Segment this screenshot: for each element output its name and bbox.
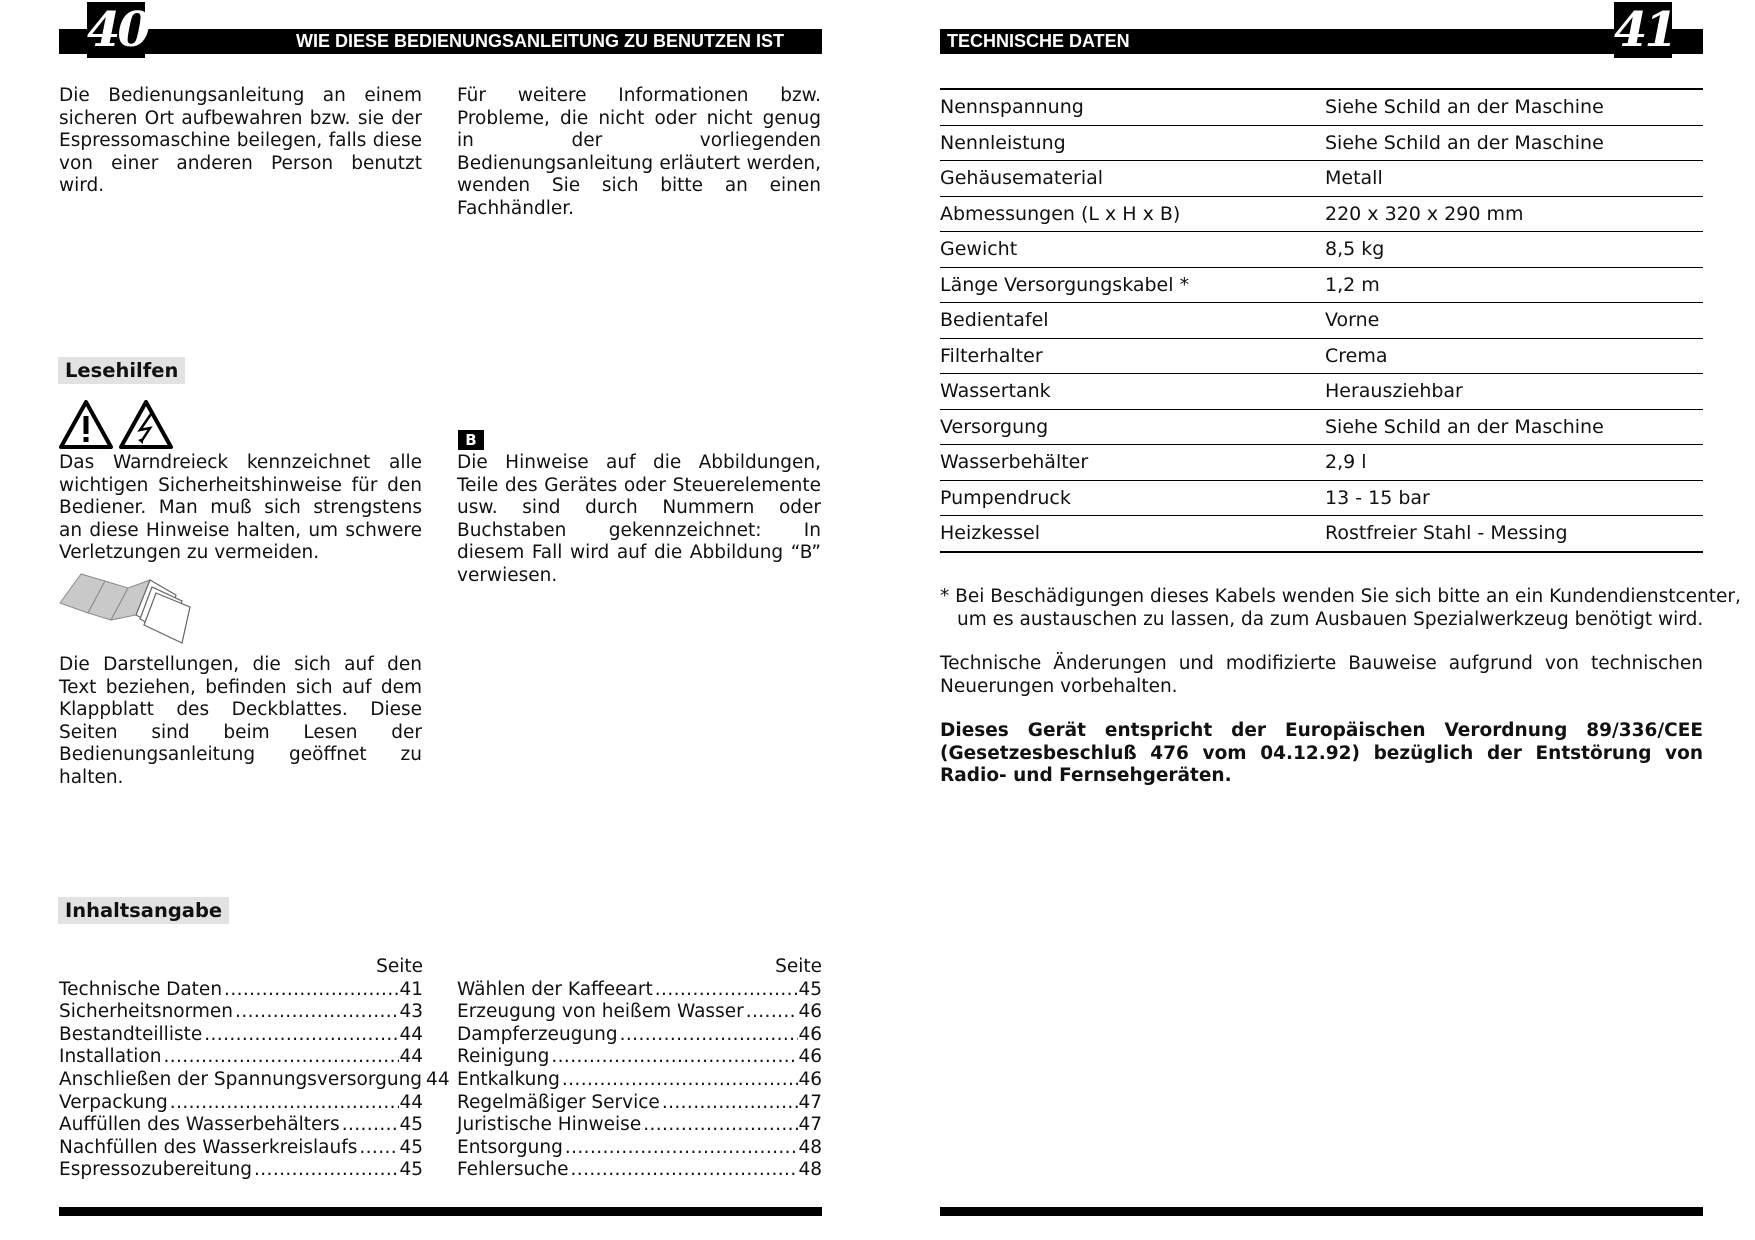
- toc-leader-dots: [641, 1114, 798, 1137]
- footnote-line-2: um es austauschen zu lassen, da zum Ausbauen Spezialwerkzeug benötigt wird.: [957, 608, 1704, 630]
- toc-column-1: [59, 956, 450, 1182]
- toc-entry-page: 45: [798, 978, 822, 1000]
- toc-entry-page: 47: [798, 1091, 822, 1113]
- technical-data-table: [940, 88, 1703, 553]
- figure-badge-b: B: [458, 430, 484, 450]
- toc-entry-label: Fehlersuche: [457, 1159, 569, 1181]
- toc-entry-page: 45: [399, 1114, 423, 1136]
- spec-value: Herausziehbar: [1325, 374, 1703, 410]
- toc-entry-page: 48: [798, 1136, 822, 1158]
- spec-label: Filterhalter: [940, 338, 1325, 374]
- toc-entry-page: 45: [399, 1136, 423, 1158]
- spec-value: Siehe Schild an der Maschine: [1325, 409, 1703, 445]
- toc-entry: [59, 1137, 423, 1160]
- toc-entry: [457, 1114, 822, 1137]
- toc-entry-page: 45: [399, 1159, 423, 1181]
- spec-value: Siehe Schild an der Maschine: [1325, 89, 1703, 125]
- toc-leader-dots: [222, 979, 399, 1002]
- toc-entry: [457, 1024, 822, 1047]
- toc-leader-dots: [168, 1092, 400, 1115]
- warning-icons: [58, 399, 176, 451]
- spec-row: [940, 445, 1703, 481]
- toc-entry-label: Wählen der Kaffeeart: [457, 978, 653, 1000]
- changes-note: Technische Änderungen und modifizierte Bauweise aufgrund von technischen Neuerungen vorbehalten.: [940, 653, 1703, 697]
- spec-row: [940, 125, 1703, 161]
- toc-entry-page: 47: [798, 1114, 822, 1136]
- compliance-note: Dieses Gerät entspricht der Europäischen Verordnung 89/336/CEE (Gesetzesbeschluß 476 vom 04.12.92) bezüglich der Entstörung von Radio- und Fernsehgeräten.: [940, 720, 1703, 786]
- toc-entry-page: 43: [399, 1001, 423, 1023]
- toc-entry-label: Sicherheitsnormen: [59, 1001, 234, 1023]
- toc-entry-label: Auffüllen des Wasserbehälters: [59, 1114, 340, 1136]
- toc-entry: [59, 979, 423, 1002]
- spec-value: Rostfreier Stahl - Messing: [1325, 516, 1703, 552]
- toc-page-header: Seite: [775, 956, 822, 977]
- left-header-title: WIE DIESE BEDIENUNGSANLEITUNG ZU BENUTZEN IST: [296, 31, 785, 51]
- toc-entry: [59, 1046, 423, 1069]
- toc-entry: [457, 979, 822, 1002]
- spec-value: Vorne: [1325, 303, 1703, 339]
- spec-value: 8,5 kg: [1325, 232, 1703, 268]
- spec-value: 13 - 15 bar: [1325, 480, 1703, 516]
- spec-label: Gehäusematerial: [940, 161, 1325, 197]
- toc-entry-label: Reinigung: [457, 1046, 550, 1068]
- toc-entry: [59, 1114, 423, 1137]
- spec-value: 2,9 l: [1325, 445, 1703, 481]
- toc-entry-page: 44: [399, 1023, 423, 1045]
- toc-entry-label: Juristische Hinweise: [457, 1114, 642, 1136]
- right-header-title: TECHNISCHE DATEN: [947, 31, 1130, 51]
- toc-entry: [457, 1069, 822, 1092]
- toc-entry-label: Dampferzeugung: [457, 1023, 618, 1045]
- toc-leader-dots: [560, 1069, 799, 1092]
- spec-row: [940, 374, 1703, 410]
- toc-entry-page: 44: [399, 1046, 423, 1068]
- foldout-paragraph: Die Darstellungen, die sich auf den Text beziehen, befinden sich auf dem Klappblatt des Deckblattes. Diese Seiten sind beim Lesen der Bedienungsanleitung geöffnet zu halten.: [59, 654, 422, 788]
- right-page-number: 41: [1614, 2, 1675, 58]
- spec-label: Heizkessel: [940, 516, 1325, 552]
- toc-leader-dots: [357, 1137, 399, 1160]
- toc-leader-dots: [660, 1092, 799, 1115]
- toc-entry-label: Bestandteilliste: [59, 1023, 203, 1045]
- toc-leader-dots: [549, 1046, 798, 1069]
- toc-entry-label: Espressozubereitung: [59, 1159, 252, 1181]
- toc-leader-dots: [744, 1001, 799, 1024]
- spec-label: Wasserbehälter: [940, 445, 1325, 481]
- spec-row: [940, 338, 1703, 374]
- toc-entry: [457, 1001, 822, 1024]
- toc-entry-page: 44: [426, 1068, 450, 1090]
- spec-label: Bedientafel: [940, 303, 1325, 339]
- warning-triangle-icon: [58, 399, 114, 451]
- electric-hazard-icon: [118, 399, 174, 451]
- toc-entry-page: 41: [399, 978, 423, 1000]
- spec-label: Versorgung: [940, 409, 1325, 445]
- toc-entry: [59, 1001, 423, 1024]
- spec-value: Metall: [1325, 161, 1703, 197]
- spec-label: Pumpendruck: [940, 480, 1325, 516]
- toc-page-header: Seite: [376, 956, 423, 977]
- toc-entry: [457, 1159, 822, 1182]
- spec-row: [940, 480, 1703, 516]
- intro-left-paragraph: Die Bedienungsanleitung an einem sicheren Ort aufbewahren bzw. sie der Espressomaschine beilegen, falls diese von einer anderen Person benutzt wird.: [59, 85, 422, 196]
- toc-entry-label: Verpackung: [59, 1091, 168, 1113]
- spec-label: Nennleistung: [940, 125, 1325, 161]
- toc-entry-label: Installation: [59, 1046, 162, 1068]
- toc-leader-dots: [653, 979, 799, 1002]
- figure-reference-paragraph: Die Hinweise auf die Abbildungen, Teile des Gerätes oder Steuerelemente usw. sind durch Nummern oder Buchstaben gekennzeichnet: In diesem Fall wird auf die Abbildung “B” verwiesen.: [457, 452, 821, 586]
- toc-entry-label: Entkalkung: [457, 1068, 560, 1090]
- spec-row: [940, 267, 1703, 303]
- cable-footnote: [940, 586, 1741, 631]
- toc-entry: [59, 1068, 450, 1092]
- toc-leader-dots: [161, 1046, 399, 1069]
- toc-entry-label: Nachfüllen des Wasserkreislaufs: [59, 1136, 358, 1158]
- spec-value: Siehe Schild an der Maschine: [1325, 125, 1703, 161]
- footnote-line-1: * Bei Beschädigungen dieses Kabels wenden Sie sich bitte an ein Kundendienstcenter,: [940, 586, 1741, 607]
- toc-entry-label: Technische Daten: [59, 978, 223, 1000]
- spec-label: Nennspannung: [940, 89, 1325, 125]
- warning-paragraph: Das Warndreieck kennzeichnet alle wichtigen Sicherheitshinweise für den Bediener. Man muß sich strengstens an diese Hinweise halten, um schwere Verletzungen zu vermeiden.: [59, 452, 422, 563]
- toc-entry: [59, 1024, 423, 1047]
- toc-entry-label: Entsorgung: [457, 1136, 563, 1158]
- spec-row: [940, 196, 1703, 232]
- foldout-booklet-icon: [58, 571, 198, 647]
- toc-leader-dots: [340, 1114, 400, 1137]
- spec-row: [940, 89, 1703, 125]
- toc-leader-dots: [252, 1159, 399, 1182]
- spec-row: [940, 516, 1703, 552]
- toc-leader-dots: [202, 1024, 399, 1047]
- toc-entry-page: 46: [798, 1001, 822, 1023]
- right-footer-rule: [940, 1207, 1703, 1216]
- spec-row: [940, 232, 1703, 268]
- toc-entry-page: 46: [798, 1023, 822, 1045]
- spec-value: 220 x 320 x 290 mm: [1325, 196, 1703, 232]
- intro-right-paragraph: Für weitere Informationen bzw. Probleme, die nicht oder nicht genug in der vorliegenden Bedienungsanleitung erläutert werden, wenden Sie sich bitte an einen Fachhändler.: [457, 85, 821, 219]
- left-footer-rule: [59, 1207, 822, 1216]
- spec-value: 1,2 m: [1325, 267, 1703, 303]
- toc-entry: [59, 1092, 423, 1115]
- spec-label: Wassertank: [940, 374, 1325, 410]
- lesehilfen-heading: Lesehilfen: [58, 357, 185, 384]
- toc-entry-label: Erzeugung von heißem Wasser: [457, 1001, 744, 1023]
- left-page-number: 40: [87, 2, 148, 58]
- spec-row: [940, 409, 1703, 445]
- inhaltsangabe-heading: Inhaltsangabe: [58, 897, 229, 924]
- toc-leader-dots: [569, 1159, 799, 1182]
- spec-value: Crema: [1325, 338, 1703, 374]
- toc-entry: [457, 1137, 822, 1160]
- spec-row: [940, 161, 1703, 197]
- toc-entry-label: Regelmäßiger Service: [457, 1091, 660, 1113]
- toc-entry-page: 48: [798, 1159, 822, 1181]
- toc-entry-page: 44: [399, 1091, 423, 1113]
- spec-label: Länge Versorgungskabel *: [940, 267, 1325, 303]
- toc-leader-dots: [233, 1001, 399, 1024]
- spec-label: Abmessungen (L x H x B): [940, 196, 1325, 232]
- toc-leader-dots: [563, 1137, 799, 1160]
- toc-entry-label: Anschließen der Spannungsversorgung: [59, 1068, 423, 1090]
- toc-entry-page: 46: [798, 1068, 822, 1090]
- toc-entry: [457, 1092, 822, 1115]
- spec-row: [940, 303, 1703, 339]
- toc-entry-page: 46: [798, 1046, 822, 1068]
- toc-column-2: [457, 956, 822, 1182]
- toc-entry: [59, 1159, 423, 1182]
- toc-entry: [457, 1046, 822, 1069]
- toc-leader-dots: [618, 1024, 799, 1047]
- spec-label: Gewicht: [940, 232, 1325, 268]
